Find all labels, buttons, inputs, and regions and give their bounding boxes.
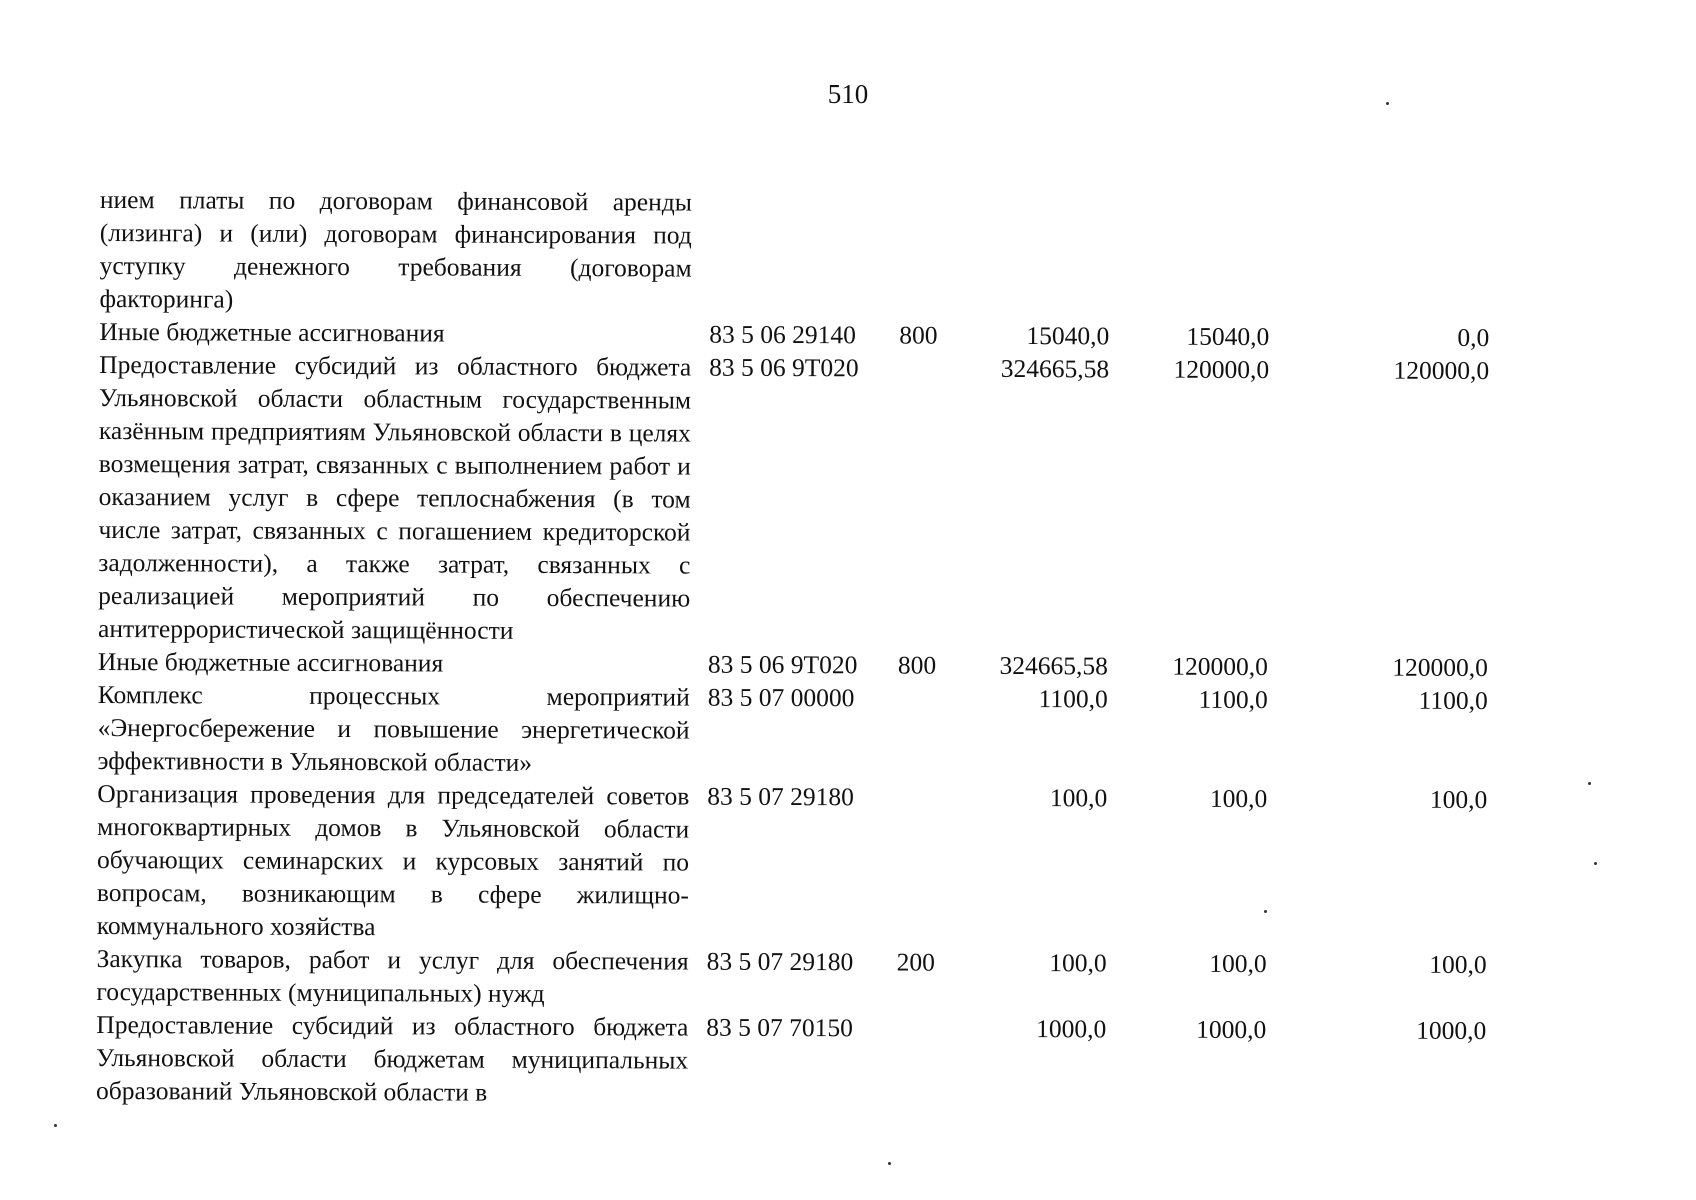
row-amount-3: 100,0	[1429, 949, 1487, 980]
row-expense-type: 800	[899, 320, 938, 350]
table-row	[96, 942, 1556, 1014]
row-target-code	[699, 186, 890, 319]
row-target-code: 83 5 07 70150	[706, 1012, 854, 1043]
row-amount-3: 120000,0	[1393, 355, 1490, 386]
row-amount-1: 1100,0	[1038, 684, 1108, 714]
row-name: Организация проведения для председателей советов многоквартирных домов в Ульяновской области обучающих семинарских и курсовых занятий по вопросам, возникающим в сфере жилищно-коммунального хозяйства	[96, 778, 690, 942]
row-amount-2: 1100,0	[1198, 684, 1268, 715]
row-amount-2: 100,0	[1209, 948, 1267, 979]
row-name: Закупка товаров, работ и услуг для обеспечения государственных (муниципальных) нужд	[96, 943, 689, 1008]
table-row	[97, 678, 1557, 783]
row-amount-2: 15040,0	[1186, 321, 1270, 352]
row-amount-3: 100,0	[1429, 784, 1488, 815]
row-amount-1: 100,0	[1049, 783, 1108, 813]
row-target-code: 83 5 06 29140	[709, 319, 857, 350]
row-amount-2: 120000,0	[1173, 354, 1270, 385]
row-target-code: 83 5 07 00000	[707, 682, 855, 713]
row-expense-type	[887, 780, 958, 945]
scan-speck	[1588, 782, 1591, 785]
row-amount-3: 0,0	[1457, 322, 1490, 353]
row-name: Иные бюджетные ассигнования	[97, 646, 444, 678]
row-amount-3	[1339, 188, 1560, 321]
row-name: Предоставление субсидий из областного бюджета Ульяновской области бюджетам муниципальных образований Ульяновской области в	[95, 1009, 689, 1107]
row-name: нием платы по договорам финансовой аренды (лизинга) и (или) договорам финансирования под уступку денежного требования (договорам факторинга)	[99, 184, 692, 314]
table-row	[96, 1008, 1556, 1113]
row-amount-1: 1000,0	[1036, 1014, 1107, 1044]
scan-speck	[888, 1162, 891, 1165]
row-amount-2: 1000,0	[1196, 1014, 1267, 1045]
scan-speck	[1594, 862, 1597, 865]
row-expense-type	[889, 186, 960, 318]
scan-speck	[1386, 102, 1389, 105]
table-row	[97, 777, 1558, 948]
page-number: 510	[827, 79, 869, 109]
table-row	[98, 348, 1559, 651]
row-name: Предоставление субсидий из областного бюджета Ульяновской области областным государственным казённым предприятиям Ульяновской области в целях возмещения затрат, связанных с выполнением работ и оказанием услуг в сфере теплоснабжения (в том числе затрат, связанных с погашением кредиторской задолженности), а также затрат, связанных с реализацией мероприятий по обеспечению антитеррористической защищённости	[97, 349, 692, 645]
row-name: Комплекс процессных мероприятий «Энергосбережение и повышение энергетической эффективности в Ульяновской области»	[97, 679, 690, 777]
row-expense-type	[888, 351, 959, 648]
row-amount-3: 1100,0	[1418, 685, 1488, 716]
row-amount-3: 1000,0	[1416, 1015, 1487, 1046]
row-expense-type: 800	[897, 650, 937, 680]
row-amount-1: 324665,58	[1000, 353, 1110, 384]
row-expense-type	[887, 681, 957, 780]
row-amount-2	[1109, 187, 1340, 320]
row-amount-1: 15040,0	[1026, 321, 1110, 351]
scan-speck	[1264, 910, 1267, 913]
row-target-code: 83 5 07 29180	[706, 946, 854, 977]
row-name: Иные бюджетные ассигнования	[99, 316, 445, 348]
row-expense-type	[886, 1011, 956, 1110]
row-target-code: 83 5 06 9Т020	[707, 649, 858, 680]
row-expense-type: 200	[896, 947, 935, 977]
row-amount-1: 324665,58	[999, 650, 1108, 681]
row-amount-2: 120000,0	[1172, 651, 1268, 682]
table-row	[99, 183, 1560, 321]
budget-table	[96, 183, 1560, 1113]
row-target-code: 83 5 07 29180	[707, 781, 855, 812]
scan-speck	[54, 1124, 57, 1127]
row-amount-2: 100,0	[1209, 783, 1268, 814]
row-amount-1	[959, 187, 1110, 320]
row-amount-3: 120000,0	[1392, 652, 1488, 683]
row-target-code: 83 5 06 9Т020	[709, 352, 859, 383]
row-amount-1: 100,0	[1049, 948, 1107, 978]
